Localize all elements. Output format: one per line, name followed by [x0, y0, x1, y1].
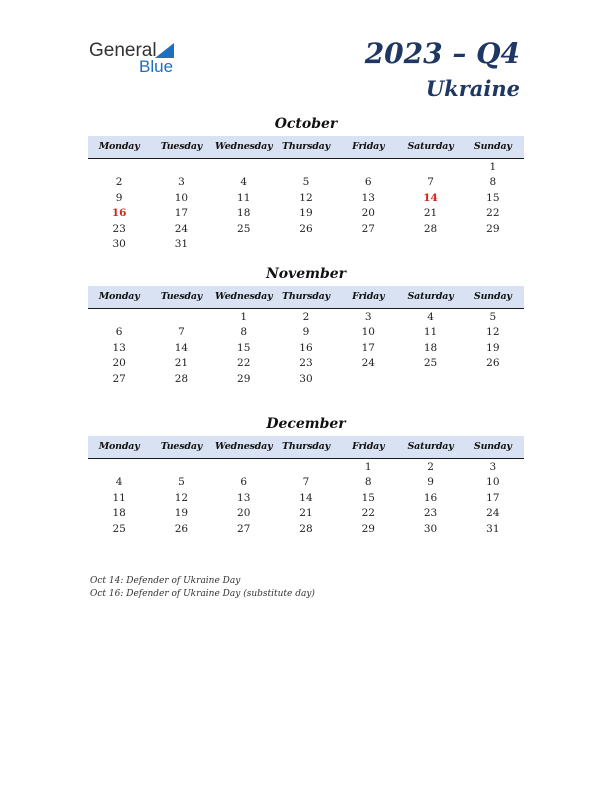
day-cell: 20	[112, 357, 126, 370]
weekday-header: Monday	[98, 141, 140, 152]
day-cell: 7	[178, 326, 185, 339]
holiday-note: Oct 16: Defender of Ukraine Day (substitute day)	[90, 589, 315, 599]
weekday-header: Tuesday	[160, 291, 203, 302]
day-cell: 28	[299, 522, 313, 535]
day-cell: 18	[423, 341, 438, 354]
day-cell: 22	[486, 207, 500, 220]
day-cell: 11	[423, 326, 438, 339]
day-cell: 22	[237, 357, 251, 370]
day-cell	[462, 372, 524, 387]
weekday-header: Wednesday	[215, 141, 273, 152]
week-row	[88, 460, 524, 475]
day-cell: 4	[115, 476, 123, 489]
weekday-header: Sunday	[473, 141, 512, 152]
day-cell	[337, 160, 399, 175]
day-cell: 5	[489, 311, 497, 323]
day-cell: 15	[237, 341, 251, 354]
day-cell: 6	[240, 476, 248, 489]
day-cell: 25	[112, 522, 126, 535]
day-cell	[150, 160, 212, 175]
day-cell: 13	[237, 491, 251, 504]
week-row	[88, 491, 524, 506]
week-row	[88, 310, 524, 325]
day-cell	[337, 237, 399, 252]
week-row	[88, 372, 524, 387]
week-row	[88, 237, 524, 252]
day-cell: 25	[423, 357, 438, 370]
day-cell: 16	[423, 491, 438, 504]
day-cell: 19	[486, 341, 500, 354]
day-cell: 5	[302, 176, 310, 189]
day-cell: 26	[174, 522, 189, 535]
day-cell: 3	[178, 176, 185, 189]
week-row	[88, 356, 524, 371]
day-cell: 16	[299, 341, 313, 354]
weekday-header: Friday	[352, 141, 385, 152]
day-cell: 8	[240, 326, 248, 339]
day-cell: 1	[364, 461, 372, 473]
day-cell: 3	[489, 461, 497, 473]
day-cell: 12	[486, 326, 500, 339]
day-cell: 3	[364, 311, 372, 323]
day-cell: 20	[237, 507, 251, 520]
weekday-header: Saturday	[407, 141, 454, 152]
weekday-header: Thursday	[282, 441, 330, 452]
day-cell: 29	[237, 372, 251, 385]
day-cell: 2	[302, 311, 310, 323]
day-cell	[462, 237, 524, 252]
day-cell: 11	[237, 191, 251, 204]
day-cell	[88, 160, 150, 175]
day-cell: 9	[115, 191, 123, 204]
day-cell	[275, 460, 337, 475]
day-cell: 21	[299, 507, 313, 520]
day-cell	[275, 160, 337, 175]
day-cell: 7	[302, 476, 310, 489]
logo-triangle-icon	[155, 43, 174, 58]
day-cell: 8	[364, 476, 372, 489]
day-cell: 24	[174, 222, 189, 235]
day-cell: 27	[361, 222, 375, 235]
day-cell: 31	[174, 237, 189, 250]
day-cell: 10	[174, 191, 189, 204]
weekday-header: Tuesday	[160, 441, 203, 452]
logo-text-general: General	[89, 40, 157, 61]
day-cell: 14	[299, 491, 313, 504]
day-cell	[399, 372, 461, 387]
day-cell: 2	[427, 461, 434, 473]
day-cell: 21	[174, 357, 189, 370]
day-cell: 31	[486, 522, 500, 535]
day-cell: 17	[174, 207, 189, 220]
day-cell: 13	[112, 341, 126, 354]
week-row	[88, 191, 524, 206]
day-cell: 24	[486, 507, 500, 520]
day-cell	[337, 372, 399, 387]
weekday-header: Saturday	[407, 441, 454, 452]
day-cell: 26	[299, 222, 313, 235]
day-cell: 23	[299, 357, 313, 370]
day-cell: 25	[237, 222, 251, 235]
day-cell: 17	[361, 341, 375, 354]
holiday-notes	[90, 575, 315, 601]
week-row	[88, 160, 524, 175]
weeks-grid	[88, 459, 524, 537]
weekday-header-row	[88, 436, 524, 459]
day-cell: 11	[112, 491, 126, 504]
month-name: October	[274, 116, 338, 132]
day-cell: 28	[423, 222, 438, 235]
week-row	[88, 206, 524, 221]
day-cell: 29	[361, 522, 375, 535]
day-cell	[150, 460, 212, 475]
day-cell	[399, 160, 461, 175]
week-row	[88, 341, 524, 356]
weekday-header: Sunday	[473, 441, 512, 452]
day-cell: 4	[427, 311, 434, 323]
month-calendar-december	[88, 415, 524, 537]
day-cell: 29	[486, 222, 500, 235]
day-cell: 12	[299, 191, 313, 204]
holiday-day-cell: 14	[423, 191, 438, 204]
day-cell: 9	[427, 476, 434, 489]
day-cell: 26	[486, 357, 500, 370]
day-cell	[213, 160, 275, 175]
week-row	[88, 475, 524, 490]
generalblue-logo	[89, 40, 189, 76]
day-cell: 23	[112, 222, 126, 235]
day-cell: 13	[361, 191, 375, 204]
weekday-header-row	[88, 286, 524, 309]
day-cell: 4	[240, 176, 248, 189]
day-cell: 18	[112, 507, 126, 520]
day-cell: 28	[174, 372, 189, 385]
day-cell	[399, 237, 461, 252]
day-cell: 7	[427, 176, 434, 189]
day-cell	[150, 310, 212, 325]
weekday-header: Sunday	[473, 291, 512, 302]
logo-text-blue: Blue	[139, 57, 174, 76]
day-cell: 6	[115, 326, 123, 339]
week-row	[88, 325, 524, 340]
page-title: 2023 – Q4	[364, 37, 520, 70]
week-row	[88, 522, 524, 537]
week-row	[88, 506, 524, 521]
day-cell: 23	[423, 507, 438, 520]
month-name: December	[266, 416, 346, 432]
day-cell: 19	[299, 207, 313, 220]
day-cell	[275, 237, 337, 252]
day-cell	[88, 310, 150, 325]
holiday-day-cell: 16	[111, 207, 127, 220]
day-cell: 30	[112, 237, 126, 250]
day-cell: 19	[174, 507, 189, 520]
day-cell: 9	[302, 326, 310, 339]
day-cell: 1	[489, 161, 497, 173]
weeks-grid	[88, 159, 524, 252]
week-row	[88, 175, 524, 190]
holiday-note: Oct 14: Defender of Ukraine Day	[90, 576, 241, 586]
week-row	[88, 222, 524, 237]
day-cell: 15	[361, 491, 375, 504]
day-cell: 22	[361, 507, 375, 520]
day-cell: 24	[361, 357, 375, 370]
day-cell: 10	[486, 476, 500, 489]
day-cell: 2	[115, 176, 123, 189]
month-name: November	[265, 266, 347, 282]
country-subtitle: Ukraine	[425, 76, 520, 101]
day-cell: 6	[364, 176, 372, 189]
day-cell: 27	[112, 372, 126, 385]
weeks-grid	[88, 309, 524, 387]
weekday-header-row	[88, 136, 524, 159]
day-cell: 1	[240, 311, 248, 323]
day-cell	[88, 460, 150, 475]
weekday-header: Thursday	[282, 141, 330, 152]
day-cell: 12	[174, 491, 189, 504]
weekday-header: Monday	[98, 291, 140, 302]
weekday-header: Wednesday	[215, 441, 273, 452]
day-cell: 15	[486, 191, 500, 204]
day-cell: 21	[423, 207, 438, 220]
weekday-header: Wednesday	[215, 291, 273, 302]
day-cell	[213, 237, 275, 252]
weekday-header: Tuesday	[160, 141, 203, 152]
day-cell: 30	[299, 372, 313, 385]
weekday-header: Saturday	[407, 291, 454, 302]
day-cell: 8	[489, 176, 497, 189]
month-calendar-october	[88, 115, 524, 252]
day-cell: 18	[237, 207, 251, 220]
weekday-header: Monday	[98, 441, 140, 452]
day-cell: 14	[174, 341, 189, 354]
day-cell: 10	[361, 326, 375, 339]
weekday-header: Thursday	[282, 291, 330, 302]
weekday-header: Friday	[352, 441, 385, 452]
weekday-header: Friday	[352, 291, 385, 302]
day-cell: 5	[178, 476, 185, 489]
day-cell: 30	[423, 522, 438, 535]
day-cell: 17	[486, 491, 500, 504]
day-cell: 27	[237, 522, 251, 535]
day-cell: 20	[361, 207, 375, 220]
day-cell	[213, 460, 275, 475]
month-calendar-november	[88, 265, 524, 387]
